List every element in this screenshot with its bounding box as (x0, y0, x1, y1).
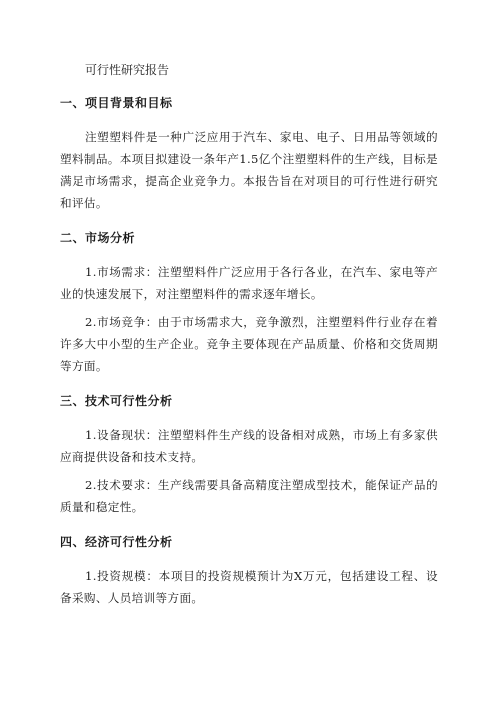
paragraph-market-competition: 2.市场竞争：由于市场需求大，竞争激烈，注塑塑料件行业存在着许多大中小型的生产企业。竞争主要体现在产品质量、价格和交货周期等方面。 (60, 315, 438, 373)
paragraph-market-demand: 1.市场需求：注塑塑料件广泛应用于各行各业，在汽车、家电等产业的快速发展下，对注塑塑料件的需求逐年增长。 (60, 265, 438, 301)
section-heading-background: 一、项目背景和目标 (60, 96, 173, 110)
paragraph-investment-scale: 1.投资规模：本项目的投资规模预计为X万元，包括建设工程、设备采购、人员培训等方面。 (60, 569, 438, 605)
paragraph-background: 注塑塑料件是一种广泛应用于汽车、家电、电子、日用品等领域的塑料制品。本项目拟建设一条年产1.5亿个注塑塑料件的生产线，目标是满足市场需求，提高企业竞争力。本报告旨在对项目的可行性进行研究和评估。 (60, 130, 438, 210)
document-body (60, 62, 438, 615)
paragraph-technical-requirements: 2.技术要求：生产线需要具备高精度注塑成型技术，能保证产品的质量和稳定性。 (60, 478, 438, 514)
document-title: 可行性研究报告 (85, 63, 170, 77)
section-heading-market: 二、市场分析 (60, 231, 136, 245)
section-heading-technical: 三、技术可行性分析 (60, 394, 173, 408)
section-heading-economic: 四、经济可行性分析 (60, 535, 173, 549)
paragraph-equipment-status: 1.设备现状：注塑塑料件生产线的设备相对成熟，市场上有多家供应商提供设备和技术支持。 (60, 428, 438, 464)
